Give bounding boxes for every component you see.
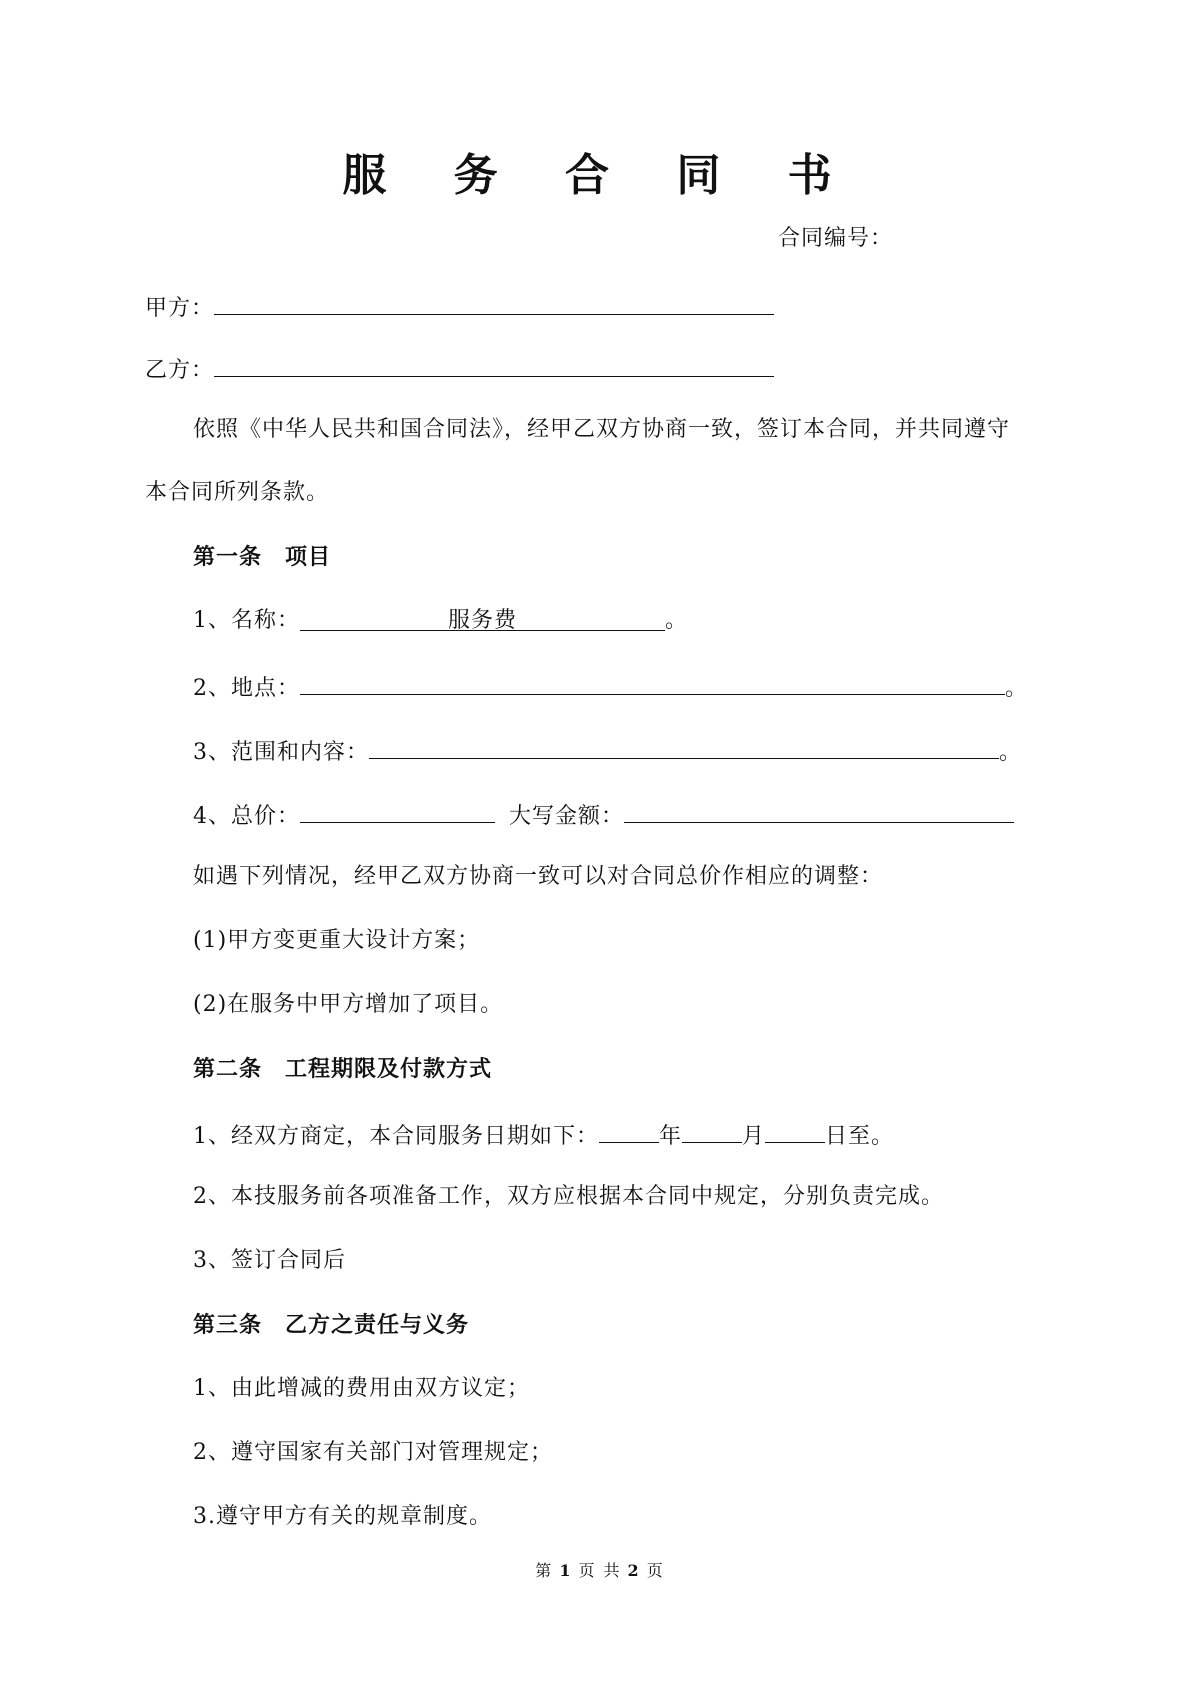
item-total-row <box>193 798 1014 832</box>
party-b-row <box>145 352 774 386</box>
service-year-field[interactable] <box>599 1118 659 1143</box>
item-name-period: 。 <box>665 608 689 633</box>
service-date-row <box>193 1118 894 1152</box>
item-scope-row <box>193 734 1022 768</box>
footer-page-total: 2 <box>627 1561 641 1580</box>
document-title: 服 务 合 同 书 <box>342 150 858 201</box>
item-total-label: 4、总价： <box>193 804 300 829</box>
service-year-label: 年 <box>659 1124 683 1149</box>
item-total-field[interactable] <box>300 798 495 823</box>
article-1-heading: 第一条 项目 <box>193 544 332 570</box>
party-a-row <box>145 290 774 324</box>
contract-number-label: 合同编号： <box>778 226 894 251</box>
item-name-row <box>193 606 688 636</box>
item-location-label: 2、地点： <box>193 676 300 701</box>
item-scope-field[interactable] <box>369 734 999 759</box>
footer-suffix: 页 <box>646 1561 665 1580</box>
party-a-label: 甲方： <box>145 296 215 321</box>
item-name-field[interactable] <box>300 606 665 631</box>
article-2-item-3: 3、签订合同后 <box>193 1248 346 1273</box>
item-name-value: 服务费 <box>447 608 517 633</box>
party-b-label: 乙方： <box>145 358 215 383</box>
adjust-case-2: (2)在服务中甲方增加了项目。 <box>193 992 504 1017</box>
intro-line-2: 本合同所列条款。 <box>145 480 330 505</box>
item-name-label: 1、名称： <box>193 608 300 633</box>
adjust-intro: 如遇下列情况，经甲乙双方协商一致可以对合同总价作相应的调整： <box>193 864 884 889</box>
item-scope-period: 。 <box>999 740 1023 765</box>
item-location-row <box>193 670 1028 704</box>
service-day-field[interactable] <box>765 1118 825 1143</box>
item-location-field[interactable] <box>300 670 1005 695</box>
item-location-period: 。 <box>1005 676 1029 701</box>
article-2-item-2: 2、本技服务前各项准备工作，双方应根据本合同中规定，分别负责完成。 <box>193 1184 944 1209</box>
intro-line-1: 依照《中华人民共和国合同法》，经甲乙双方协商一致，签订本合同，并共同遵守 <box>193 417 1011 442</box>
footer-prefix: 第 <box>535 1561 554 1580</box>
service-month-field[interactable] <box>682 1118 742 1143</box>
article-3-heading: 第三条 乙方之责任与义务 <box>193 1312 470 1338</box>
footer-page-current: 1 <box>559 1561 573 1580</box>
party-a-field[interactable] <box>214 290 774 315</box>
page-footer <box>0 1560 1200 1582</box>
item-scope-label: 3、范围和内容： <box>193 740 369 765</box>
service-day-label: 日至。 <box>825 1124 895 1149</box>
item-capital-field[interactable] <box>624 798 1014 823</box>
service-date-prefix: 1、经双方商定，本合同服务日期如下： <box>193 1124 599 1149</box>
party-b-field[interactable] <box>214 352 774 377</box>
article-3-item-1: 1、由此增减的费用由双方议定； <box>193 1376 530 1401</box>
item-capital-label: 大写金额： <box>509 804 625 829</box>
adjust-case-1: (1)甲方变更重大设计方案； <box>193 928 481 953</box>
article-3-item-2: 2、遵守国家有关部门对管理规定； <box>193 1440 553 1465</box>
service-month-label: 月 <box>742 1124 766 1149</box>
footer-mid: 页 共 <box>578 1561 622 1580</box>
article-3-item-3: 3.遵守甲方有关的规章制度。 <box>193 1504 492 1529</box>
article-2-heading: 第二条 工程期限及付款方式 <box>193 1056 493 1082</box>
